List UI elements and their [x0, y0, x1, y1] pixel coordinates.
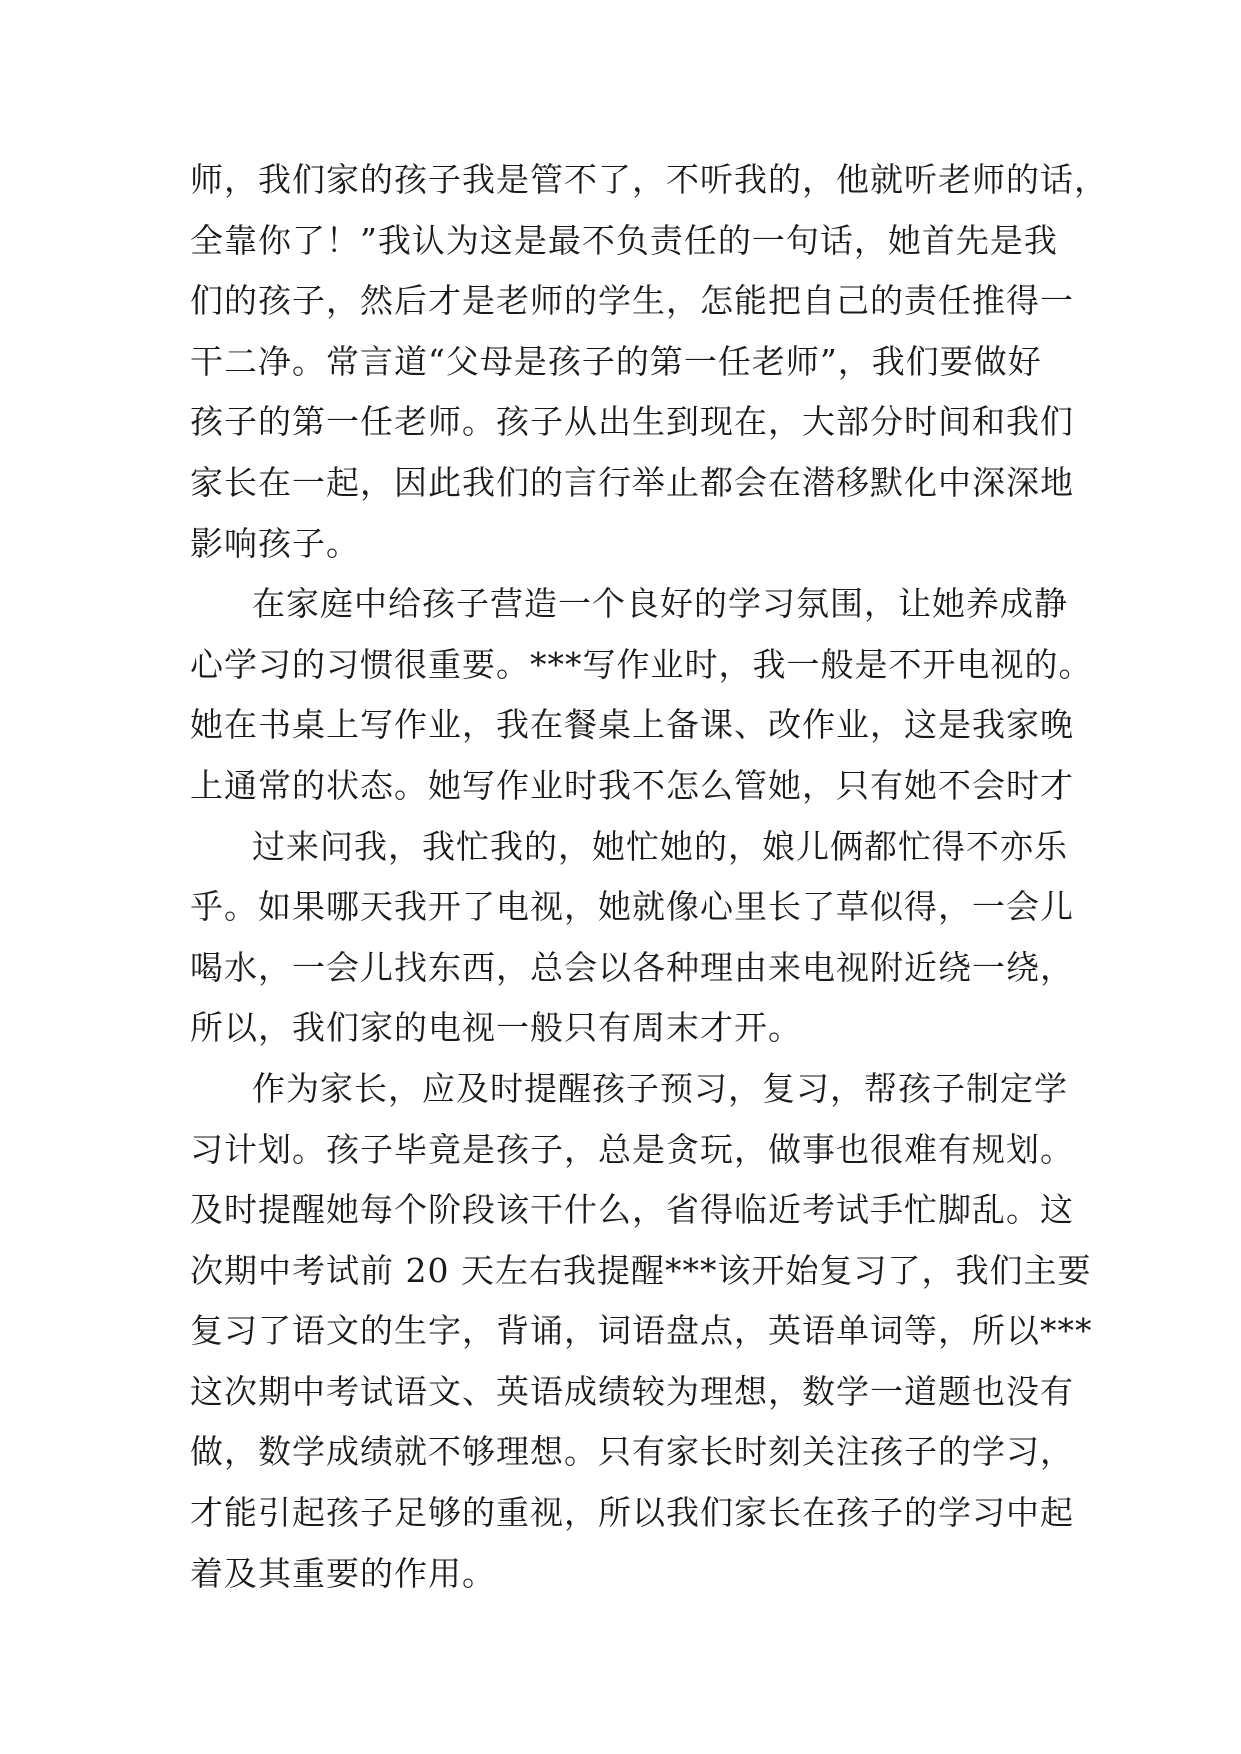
text-line: 习计划。孩子毕竟是孩子，总是贪玩，做事也很难有规划。 — [190, 1129, 1074, 1169]
text-line: 及时提醒她每个阶段该干什么，省得临近考试手忙脚乱。这 — [190, 1190, 1074, 1230]
text-line: 次期中考试前 20 天左右我提醒***该开始复习了，我们主要 — [190, 1250, 1092, 1290]
text-line: 影响孩子。 — [190, 523, 360, 563]
text-line: 心学习的习惯很重要。***写作业时，我一般是不开电视的。 — [190, 644, 1093, 684]
text-line: 在家庭中给孩子营造一个良好的学习氛围，让她养成静 — [252, 584, 1068, 624]
text-line: 喝水，一会儿找东西，总会以各种理由来电视附近绕一绕， — [190, 947, 1074, 987]
text-line: 她在书桌上写作业，我在餐桌上备课、改作业，这是我家晚 — [190, 705, 1074, 745]
text-line: 才能引起孩子足够的重视，所以我们家长在孩子的学习中起 — [190, 1493, 1074, 1533]
text-line: 师，我们家的孩子我是管不了，不听我的，他就听老师的话， — [190, 160, 1108, 199]
text-line: 做，数学成绩就不够理想。只有家长时刻关注孩子的学习， — [190, 1432, 1074, 1472]
text-line: 作为家长，应及时提醒孩子预习，复习，帮孩子制定学 — [252, 1068, 1068, 1108]
text-line: 们的孩子，然后才是老师的学生，怎能把自己的责任推得一 — [190, 281, 1074, 321]
text-line: 干二净。常言道“父母是孩子的第一任老师”，我们要做好 — [190, 341, 1042, 381]
text-line: 孩子的第一任老师。孩子从出生到现在，大部分时间和我们 — [190, 402, 1074, 442]
text-line: 这次期中考试语文、英语成绩较为理想，数学一道题也没有 — [190, 1371, 1074, 1411]
text-line: 全靠你了！”我认为这是最不负责任的一句话，她首先是我 — [190, 220, 1058, 260]
body-text — [190, 150, 1108, 1604]
text-line: 乎。如果哪天我开了电视，她就像心里长了草似得，一会儿 — [190, 887, 1074, 927]
text-line: 复习了语文的生字，背诵，词语盘点，英语单词等，所以*** — [190, 1311, 1093, 1351]
text-line: 着及其重要的作用。 — [190, 1553, 496, 1593]
text-line: 所以，我们家的电视一般只有周末才开。 — [190, 1008, 802, 1048]
text-line: 上通常的状态。她写作业时我不怎么管她，只有她不会时才 — [190, 765, 1074, 805]
text-line: 家长在一起，因此我们的言行举止都会在潜移默化中深深地 — [190, 462, 1074, 502]
text-line: 过来问我，我忙我的，她忙她的，娘儿俩都忙得不亦乐 — [252, 826, 1068, 866]
